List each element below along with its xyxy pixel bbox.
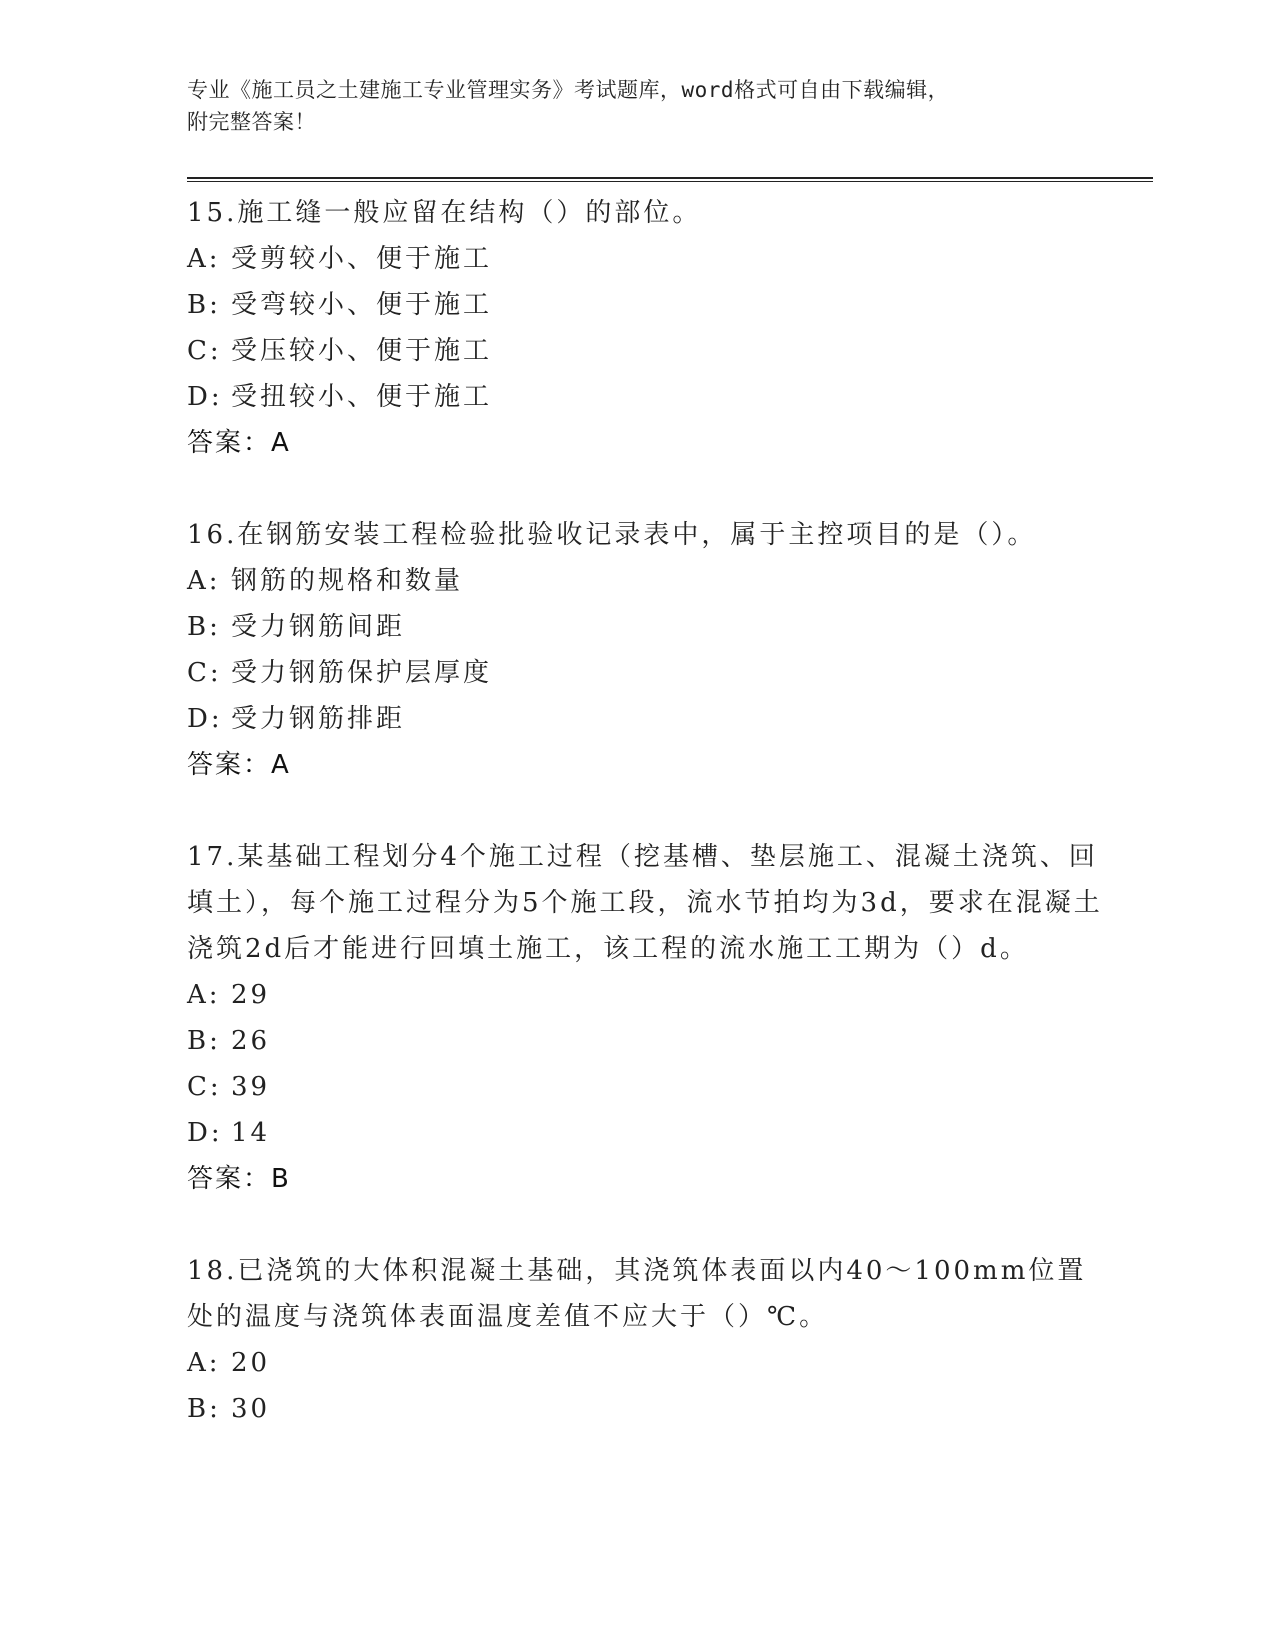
option-letter: B: bbox=[187, 1394, 221, 1424]
question-stem: 15.施工缝一般应留在结构（）的部位。 bbox=[187, 198, 702, 228]
option-letter: B: bbox=[187, 290, 221, 320]
document-header bbox=[187, 74, 1067, 138]
option-letter: D: bbox=[187, 1118, 223, 1148]
option-c bbox=[187, 1064, 1107, 1110]
option-d bbox=[187, 1110, 1107, 1156]
option-letter: A: bbox=[187, 1348, 221, 1378]
option-text: 受压较小、便于施工 bbox=[231, 336, 493, 366]
option-text: 30 bbox=[231, 1394, 271, 1424]
option-a bbox=[187, 236, 1107, 282]
header-divider bbox=[187, 177, 1153, 182]
option-d bbox=[187, 696, 1107, 742]
option-text: 受力钢筋排距 bbox=[231, 704, 406, 734]
option-text: 20 bbox=[231, 1348, 271, 1378]
option-letter: D: bbox=[187, 382, 223, 412]
option-c bbox=[187, 650, 1107, 696]
option-text: 39 bbox=[231, 1072, 271, 1102]
option-letter: C: bbox=[187, 336, 222, 366]
option-b bbox=[187, 1386, 1107, 1432]
option-b bbox=[187, 1018, 1107, 1064]
question-stem: 16.在钢筋安装工程检验批验收记录表中，属于主控项目的是（）。 bbox=[187, 520, 1037, 550]
option-text: 29 bbox=[231, 980, 271, 1010]
option-c bbox=[187, 328, 1107, 374]
option-letter: D: bbox=[187, 704, 223, 734]
header-line-2: 附完整答案！ bbox=[187, 110, 316, 134]
question-16 bbox=[187, 512, 1107, 788]
option-a bbox=[187, 1340, 1107, 1386]
question-stem: 17.某基础工程划分4个施工过程（挖基槽、垫层施工、混凝土浇筑、回填土），每个施工过程分为5个施工段，流水节拍均为3d，要求在混凝土浇筑2d后才能进行回填土施工，该工程的流水施工工期为（）d。 bbox=[187, 842, 1103, 964]
option-letter: B: bbox=[187, 612, 221, 642]
option-text: 受力钢筋间距 bbox=[231, 612, 406, 642]
answer-line: 答案：A bbox=[187, 750, 291, 780]
option-letter: C: bbox=[187, 658, 222, 688]
option-a bbox=[187, 558, 1107, 604]
question-17 bbox=[187, 834, 1107, 1202]
option-text: 钢筋的规格和数量 bbox=[231, 566, 464, 596]
header-line-1: 专业《施工员之土建施工专业管理实务》考试题库，word格式可自由下载编辑， bbox=[187, 78, 950, 102]
question-list bbox=[187, 190, 1107, 1478]
option-letter: A: bbox=[187, 244, 221, 274]
question-stem: 18.已浇筑的大体积混凝土基础，其浇筑体表面以内40～100mm位置处的温度与浇筑体表面温度差值不应大于（）℃。 bbox=[187, 1256, 1087, 1332]
option-text: 26 bbox=[231, 1026, 271, 1056]
question-15 bbox=[187, 190, 1107, 466]
question-18 bbox=[187, 1248, 1107, 1432]
option-text: 受力钢筋保护层厚度 bbox=[231, 658, 493, 688]
option-letter: A: bbox=[187, 566, 221, 596]
option-letter: B: bbox=[187, 1026, 221, 1056]
option-a bbox=[187, 972, 1107, 1018]
answer-line: 答案：B bbox=[187, 1164, 291, 1194]
option-d bbox=[187, 374, 1107, 420]
option-letter: A: bbox=[187, 980, 221, 1010]
option-b bbox=[187, 282, 1107, 328]
option-text: 受扭较小、便于施工 bbox=[231, 382, 493, 412]
option-b bbox=[187, 604, 1107, 650]
answer-line: 答案：A bbox=[187, 428, 291, 458]
option-letter: C: bbox=[187, 1072, 222, 1102]
option-text: 14 bbox=[231, 1118, 271, 1148]
option-text: 受剪较小、便于施工 bbox=[231, 244, 493, 274]
option-text: 受弯较小、便于施工 bbox=[231, 290, 493, 320]
